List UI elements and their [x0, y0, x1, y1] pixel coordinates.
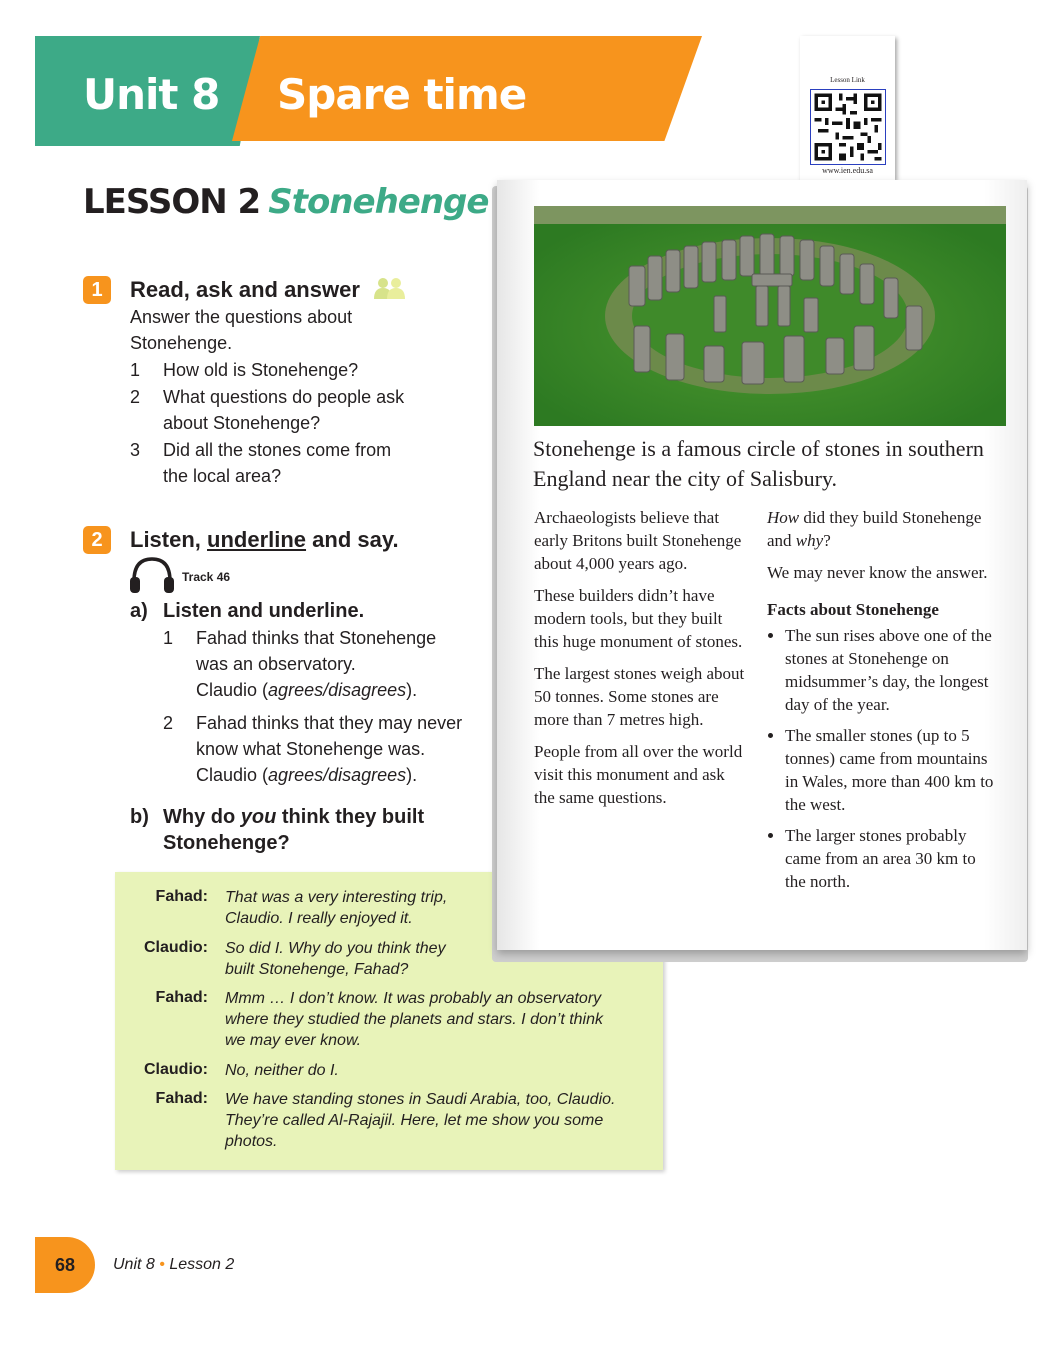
exercise-1-badge: 1	[83, 276, 111, 304]
question-line: What questions do people ask	[163, 387, 405, 407]
exercise-1-heading-text: Read, ask and answer	[130, 277, 360, 302]
lesson-name: Stonehenge	[268, 182, 489, 222]
headphones-icon[interactable]	[129, 555, 175, 600]
item-number: 2	[163, 713, 174, 733]
dialogue-text: So did I. Why do you think they	[225, 940, 446, 957]
speaker-label: Fahad:	[155, 888, 208, 905]
unit-title: Spare time	[277, 70, 527, 119]
choice-line	[196, 762, 462, 788]
part-b-text: Why do	[163, 806, 241, 828]
item-number: 1	[163, 628, 174, 648]
qr-code-icon[interactable]	[810, 89, 886, 165]
part-a-item-1	[196, 625, 436, 703]
qr-url[interactable]: www.ien.edu.sa	[822, 166, 873, 175]
page-number: 68	[35, 1237, 95, 1293]
dialogue-line	[225, 988, 645, 1051]
dialogue-text: built Stonehenge, Fahad?	[225, 961, 409, 978]
fact-item: • The larger stones probably came from an area 30 km to the north.	[785, 824, 995, 893]
question-3	[163, 437, 391, 489]
emphasis: why	[795, 531, 824, 550]
book-paragraph: These builders didn’t have modern tools, but they built this huge monument of stones.	[534, 586, 743, 651]
part-b-label: b)	[130, 806, 149, 828]
lesson-prefix: LESSON 2	[83, 182, 261, 222]
dialogue-text: Mmm … I don’t know. It was probably an observatory	[225, 990, 602, 1007]
text: ?	[823, 531, 831, 550]
qr-label: Lesson Link	[830, 76, 865, 84]
choice-line	[196, 677, 436, 703]
question-number: 2	[130, 387, 141, 407]
dialogue-line	[225, 1060, 625, 1081]
exercise-2-badge: 2	[83, 526, 111, 554]
stonehenge-photo	[534, 206, 1006, 426]
part-a-label: a)	[130, 600, 148, 622]
footer-breadcrumb	[113, 1256, 234, 1274]
speaker-label: Fahad:	[155, 989, 208, 1006]
speaker-label: Fahad:	[155, 1090, 208, 1107]
exercise-2-heading	[130, 527, 399, 553]
question-number: 3	[130, 440, 141, 460]
unit-label: Unit 8	[83, 70, 220, 119]
dialogue-text: photos.	[225, 1133, 278, 1150]
part-b-text: Stonehenge?	[163, 832, 290, 854]
dialogue-text: we may ever know.	[225, 1032, 362, 1049]
book-paragraph: The largest stones weigh about 50 tonnes. Some stones are more than 7 metres high.	[534, 664, 745, 729]
dialogue-text: They’re called Al-Rajajil. Here, let me show you some	[225, 1112, 604, 1129]
question-1	[163, 357, 358, 383]
part-b-emphasis: you	[240, 806, 277, 828]
speaker-label: Claudio:	[144, 1061, 208, 1078]
question-line: How old is Stonehenge?	[163, 360, 359, 380]
choice-options[interactable]: agrees/disagrees	[268, 680, 407, 700]
question-line: Did all the stones come from	[163, 440, 392, 460]
choice-post: ).	[406, 680, 418, 700]
heading-underline-word: underline	[207, 527, 307, 552]
track-label[interactable]: Track 46	[182, 570, 231, 584]
question-line: the local area?	[163, 466, 282, 486]
fact-item: • The sun rises above one of the stones at Stonehenge on midsummer’s day, the longest day of the year.	[785, 624, 995, 716]
pair-work-icon	[372, 277, 408, 305]
item-line: Fahad thinks that Stonehenge	[196, 628, 437, 648]
speaker-label: Claudio:	[144, 939, 208, 956]
fact-item: • The smaller stones (up to 5 tonnes) came from mountains in Wales, more than 400 km to the west.	[785, 724, 995, 816]
dialogue-text: That was a very interesting trip,	[225, 889, 448, 906]
part-b-question	[163, 804, 424, 856]
footer-separator: •	[159, 1256, 165, 1273]
question-line: about Stonehenge?	[163, 413, 321, 433]
question-number: 1	[130, 360, 141, 380]
question-2	[163, 384, 404, 436]
dialogue-text: We have standing stones in Saudi Arabia, too, Claudio.	[225, 1091, 616, 1108]
emphasis: How	[767, 508, 800, 527]
heading-part: and say.	[306, 527, 399, 552]
part-b-text: think they built	[276, 806, 425, 828]
part-a-title: Listen and underline.	[163, 600, 365, 622]
facts-heading: Facts about Stonehenge	[767, 600, 939, 619]
book-question	[767, 506, 995, 552]
exercise-1-instruction: Answer the questions about Stonehenge.	[130, 307, 353, 353]
part-a-item-2	[196, 710, 462, 788]
text: did they build Stonehenge and	[767, 508, 982, 550]
book-right-column	[767, 506, 995, 901]
book-left-column	[534, 506, 749, 818]
choice-pre: Claudio (	[196, 680, 269, 700]
item-line: Fahad thinks that they may never	[196, 713, 463, 733]
lesson-title	[83, 182, 488, 222]
facts-list	[767, 624, 995, 893]
dialogue-line	[225, 1089, 645, 1152]
book-paragraph: Archaeologists believe that early Britons built Stonehenge about 4,000 years ago.	[534, 508, 742, 573]
footer-lesson: Lesson 2	[169, 1256, 235, 1273]
footer-unit: Unit 8	[113, 1256, 155, 1273]
choice-options[interactable]: agrees/disagrees	[268, 765, 407, 785]
item-line: was an observatory.	[196, 654, 356, 674]
dialogue-text: Claudio. I really enjoyed it.	[225, 910, 413, 927]
item-line: know what Stonehenge was.	[196, 739, 426, 759]
exercise-1-heading	[130, 277, 408, 305]
photo-caption: Stonehenge is a famous circle of stones in southern England near the city of Salisbury.	[533, 436, 984, 491]
dialogue-text: No, neither do I.	[225, 1062, 339, 1079]
book-paragraph: We may never know the answer.	[767, 563, 988, 582]
choice-post: ).	[406, 765, 418, 785]
book-paragraph: People from all over the world visit this monument and ask the same questions.	[534, 742, 743, 807]
heading-part: Listen,	[130, 527, 208, 552]
lesson-link-tab[interactable]	[800, 36, 895, 180]
dialogue-text: where they studied the planets and stars. I don’t think	[225, 1011, 604, 1028]
choice-pre: Claudio (	[196, 765, 269, 785]
